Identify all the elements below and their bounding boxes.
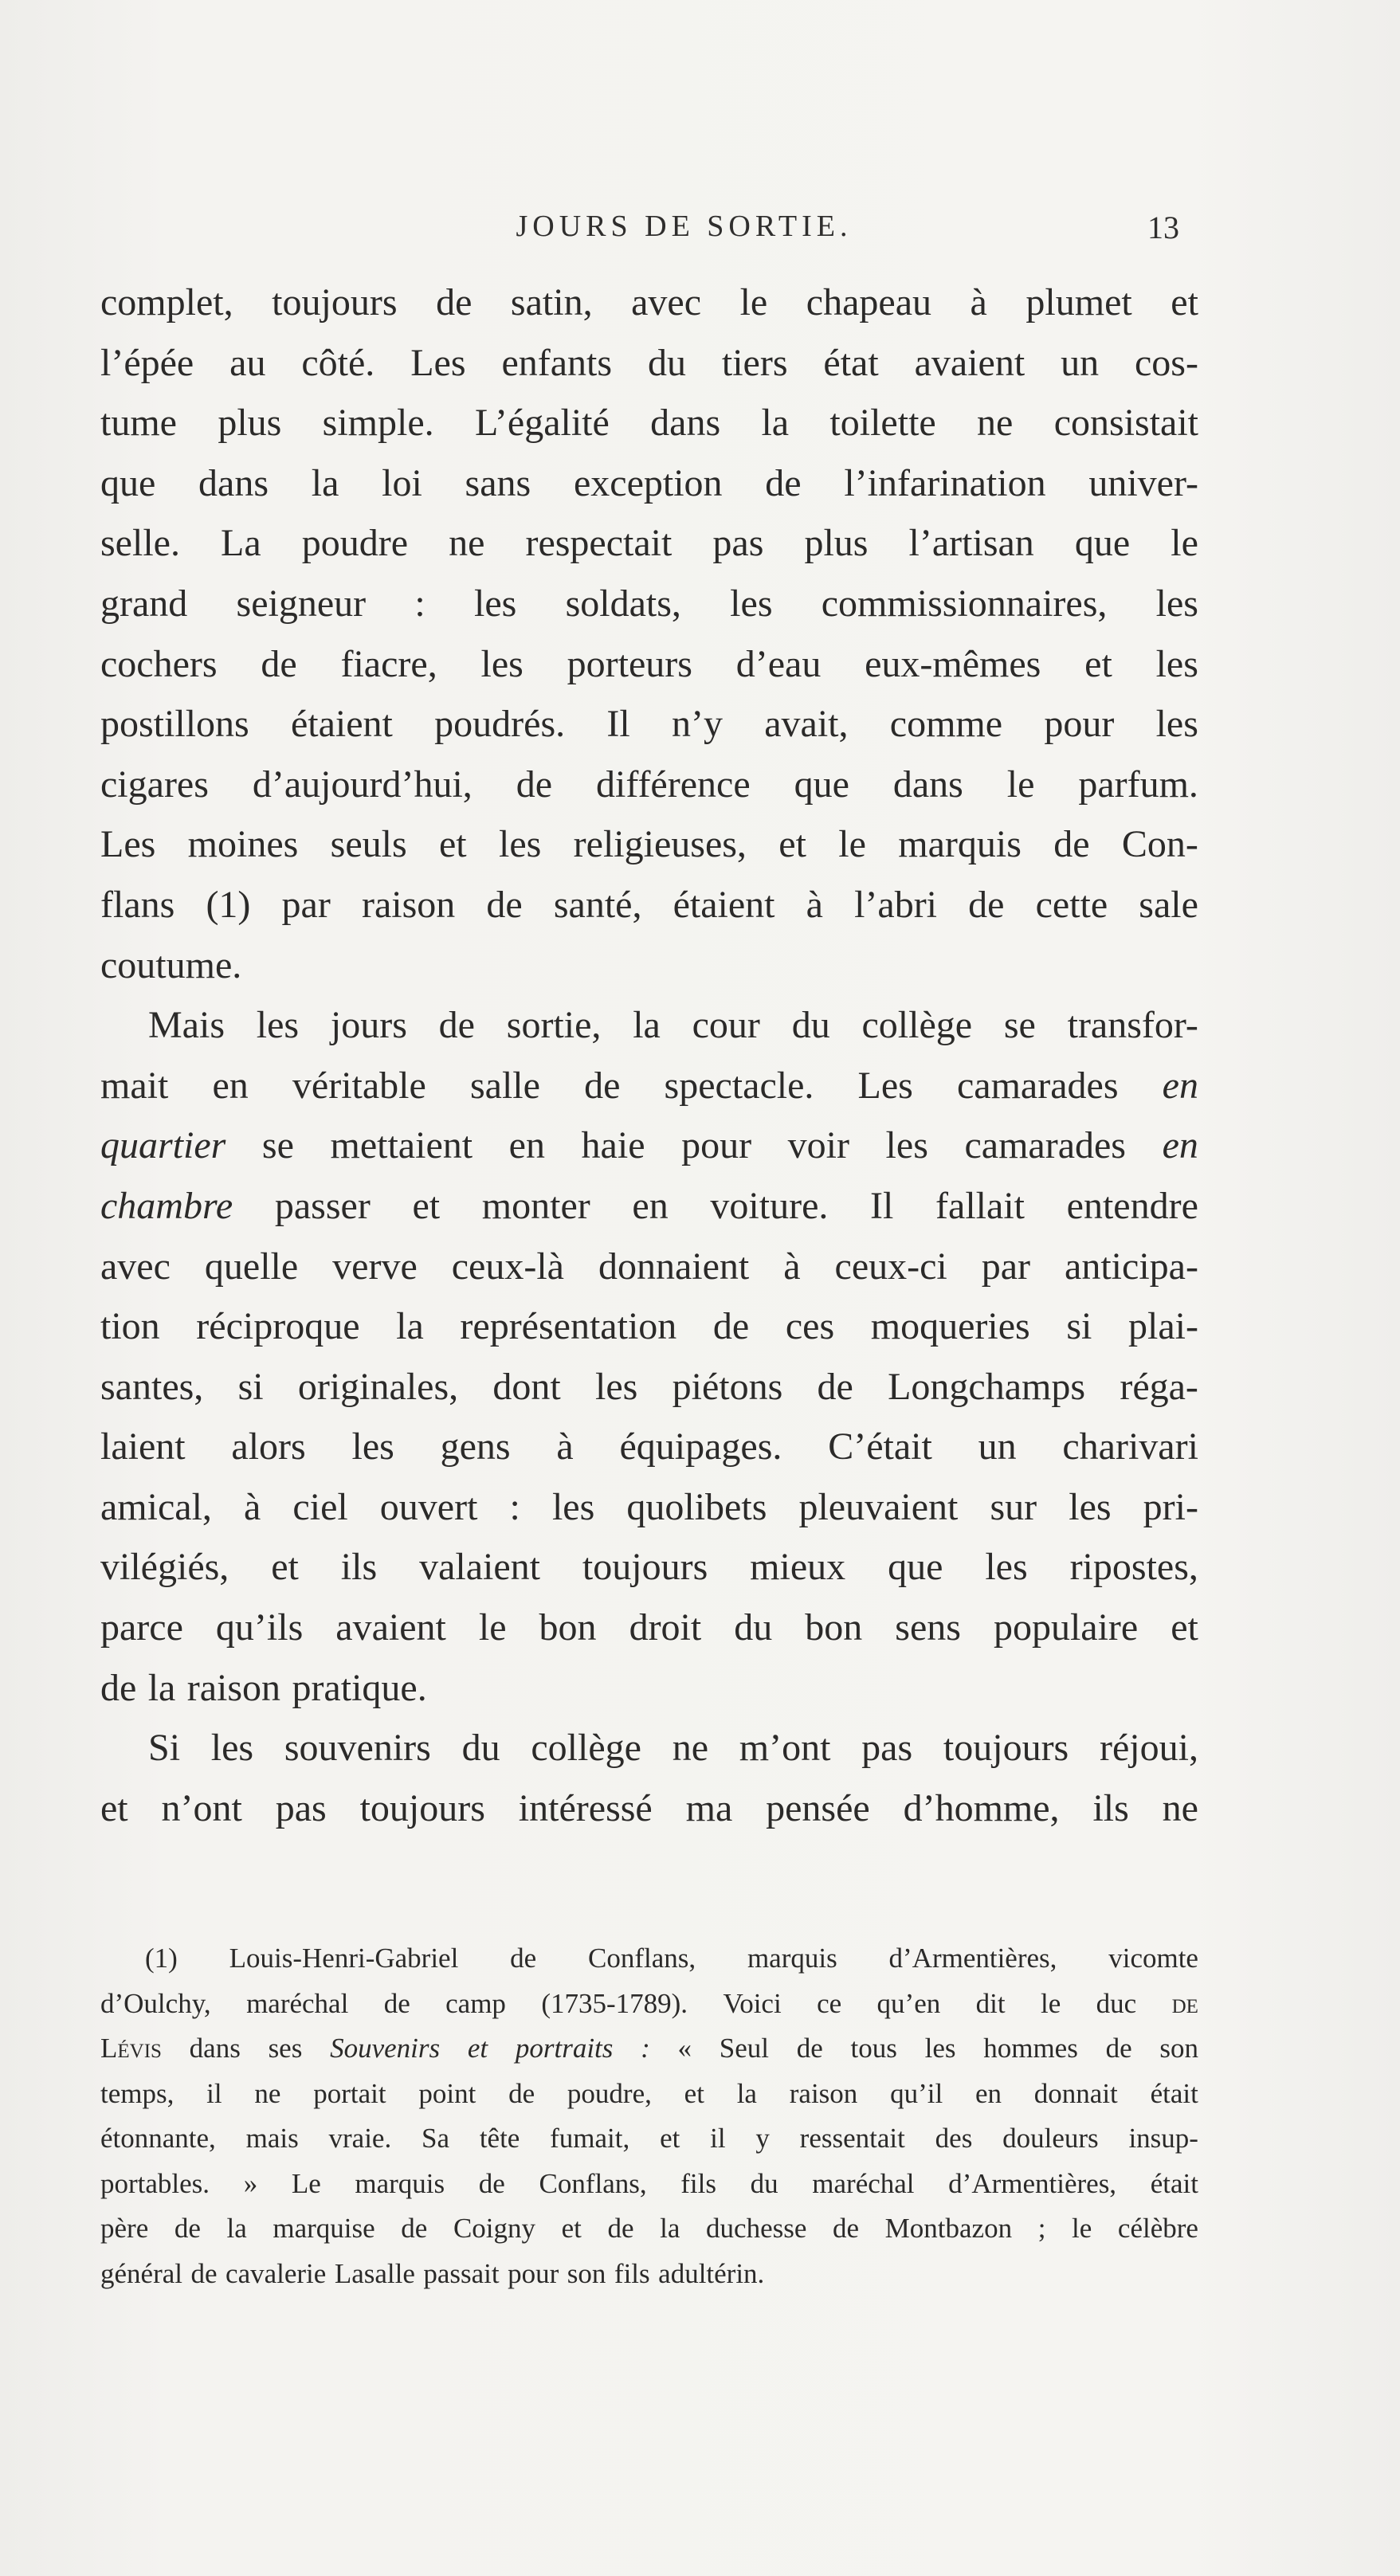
footnote-line: d’Oulchy, maréchal de camp (1735-1789). Voici ce qu’en dit le duc de: [100, 1987, 1198, 2019]
text-line: Si les souvenirs du collège ne m’ont pas toujours réjoui,: [148, 1727, 1198, 1770]
text-line: selle. La poudre ne respectait pas plus l’artisan que le: [100, 522, 1198, 565]
text-line: santes, si originales, dont les piétons de Longchamps réga-: [100, 1365, 1198, 1408]
footnote-line: Lévis dans ses Souvenirs et portraits : « Seul de tous les hommes de son: [100, 2033, 1198, 2064]
text-line: grand seigneur : les soldats, les commissionnaires, les: [100, 582, 1198, 625]
text-line: quartier se mettaient en haie pour voir les camarades en: [100, 1124, 1198, 1167]
page-number: 13: [1147, 210, 1179, 245]
text-line: de la raison pratique.: [100, 1666, 427, 1709]
footnote-line: temps, il ne portait point de poudre, et la raison qu’il en donnait était: [100, 2077, 1198, 2109]
text-line: tion réciproque la représentation de ces moqueries si plai-: [100, 1305, 1198, 1348]
text-line: flans (1) par raison de santé, étaient à l’abri de cette sale: [100, 883, 1198, 926]
footnote-line: (1) Louis-Henri-Gabriel de Conflans, marquis d’Armentières, vicomte: [145, 1943, 1198, 1974]
text-line: que dans la loi sans exception de l’infarination univer-: [100, 461, 1198, 504]
running-title: JOURS DE SORTIE.: [516, 210, 853, 243]
text-line: mait en véritable salle de spectacle. Les camarades en: [100, 1064, 1198, 1107]
footnote: [100, 1936, 1198, 2296]
footnote-line: général de cavalerie Lasalle passait pour son fils adultérin.: [100, 2257, 765, 2289]
text-line: vilégiés, et ils valaient toujours mieux que les ripostes,: [100, 1546, 1198, 1589]
text-line: cigares d’aujourd’hui, de différence que dans le parfum.: [100, 763, 1198, 806]
footnote-line: père de la marquise de Coigny et de la duchesse de Montbazon ; le célèbre: [100, 2213, 1198, 2244]
text-line: et n’ont pas toujours intéressé ma pensée d’homme, ils ne: [100, 1786, 1198, 1829]
text-line: cochers de fiacre, les porteurs d’eau eux-mêmes et les: [100, 642, 1198, 685]
text-line: parce qu’ils avaient le bon droit du bon sens populaire et: [100, 1606, 1198, 1649]
text-line: laient alors les gens à équipages. C’était un charivari: [100, 1425, 1198, 1468]
text-line: tume plus simple. L’égalité dans la toilette ne consistait: [100, 402, 1198, 445]
text-line: postillons étaient poudrés. Il n’y avait, comme pour les: [100, 703, 1198, 746]
text-line: Les moines seuls et les religieuses, et le marquis de Con-: [100, 823, 1198, 866]
main-text: [100, 272, 1198, 1838]
text-line: chambre passer et monter en voiture. Il fallait entendre: [100, 1184, 1198, 1227]
text-line: Mais les jours de sortie, la cour du collège se transfor-: [148, 1004, 1198, 1047]
text-line: l’épée au côté. Les enfants du tiers état avaient un cos-: [100, 341, 1198, 384]
footnote-line: étonnante, mais vraie. Sa tête fumait, et il y ressentait des douleurs insup-: [100, 2123, 1198, 2154]
footnote-line: portables. » Le marquis de Conflans, fils du maréchal d’Armentières, était: [100, 2167, 1198, 2199]
text-line: amical, à ciel ouvert : les quolibets pleuvaient sur les pri-: [100, 1485, 1198, 1528]
text-line: coutume.: [100, 943, 242, 986]
text-line: complet, toujours de satin, avec le chapeau à plumet et: [100, 281, 1198, 323]
text-line: avec quelle verve ceux-là donnaient à ceux-ci par anticipa-: [100, 1245, 1198, 1288]
